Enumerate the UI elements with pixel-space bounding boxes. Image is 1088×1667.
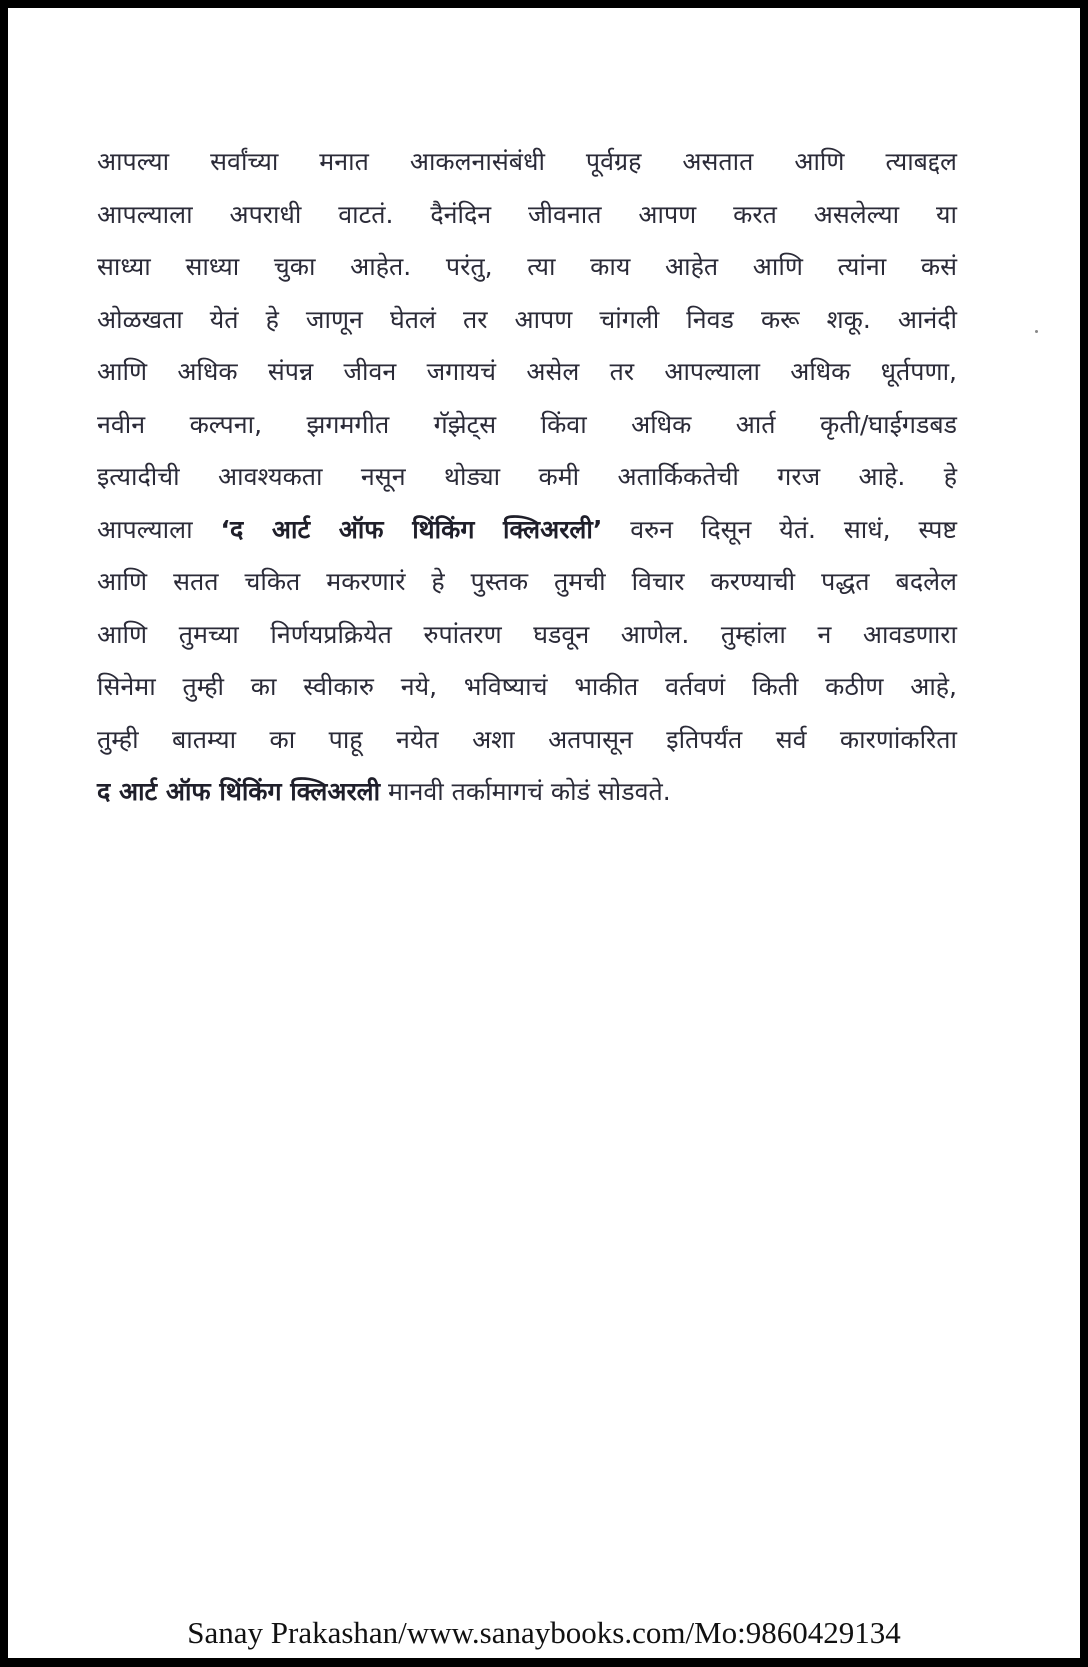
book-title-emphasis: द आर्ट ऑफ थिंकिंग क्लिअरली bbox=[97, 777, 381, 806]
blurb-line bbox=[97, 661, 957, 714]
blurb-line bbox=[97, 189, 957, 242]
blurb-line bbox=[97, 346, 957, 399]
line-text: ओळखता येतं हे जाणून घेतलं तर आपण चांगली निवड करू शकू. आनंदी bbox=[97, 304, 957, 334]
line-text: साध्या साध्या चुका आहेत. परंतु, त्या काय आहेत आणि त्यांना कसं bbox=[97, 252, 957, 281]
line-text: वरुन दिसून येतं. साधं, स्पष्ट bbox=[602, 514, 957, 544]
line-text: आणि तुमच्या निर्णयप्रक्रियेत रुपांतरण घडवून आणेल. तुम्हांला न आवडणारा bbox=[97, 619, 957, 649]
blurb-line bbox=[97, 241, 957, 294]
scan-speck bbox=[1035, 330, 1038, 333]
blurb-line bbox=[97, 766, 957, 819]
blurb-line bbox=[97, 399, 957, 452]
line-text: आणि अधिक संपन्न जीवन जगायचं असेल तर आपल्याला अधिक धूर्तपणा, bbox=[97, 357, 957, 386]
line-text: आपल्याला bbox=[97, 514, 221, 544]
line-text: आणि सतत चकित मकरणारं हे पुस्तक तुमची विचार करण्याची पद्धत बदलेल bbox=[97, 567, 957, 596]
blurb-line bbox=[97, 451, 957, 504]
line-text: इत्यादीची आवश्यकता नसून थोड्या कमी अतार्किकतेची गरज आहे. हे bbox=[97, 462, 957, 491]
line-text: आपल्याला अपराधी वाटतं. दैनंदिन जीवनात आपण करत असलेल्या या bbox=[97, 199, 957, 229]
blurb-line bbox=[97, 504, 957, 557]
blurb-line bbox=[97, 609, 957, 662]
back-cover-page bbox=[8, 8, 1080, 1658]
blurb-line bbox=[97, 714, 957, 767]
line-text: मानवी तर्कामागचं कोडं सोडवते. bbox=[380, 777, 671, 806]
line-text: तुम्ही बातम्या का पाहू नयेत अशा अतपासून इतिपर्यंत सर्व कारणांकरिता bbox=[97, 724, 957, 754]
line-text: आपल्या सर्वांच्या मनात आकलनासंबंधी पूर्वग्रह असतात आणि त्याबद्दल bbox=[97, 147, 957, 176]
publisher-footer: Sanay Prakashan/www.sanaybooks.com/Mo:9860429134 bbox=[187, 1615, 901, 1650]
book-title-emphasis: ‘द आर्ट ऑफ थिंकिंग क्लिअरली’ bbox=[220, 514, 603, 544]
blurb-line bbox=[97, 136, 957, 189]
line-text: नवीन कल्पना, झगमगीत गॅझेट्स किंवा अधिक आर्त कृती/घाईगडबड bbox=[97, 409, 957, 439]
blurb-paragraph bbox=[97, 136, 957, 819]
blurb-line bbox=[97, 294, 957, 347]
blurb-line bbox=[97, 556, 957, 609]
line-text: सिनेमा तुम्ही का स्वीकारु नये, भविष्याचं भाकीत वर्तवणं किती कठीण आहे, bbox=[97, 672, 957, 701]
